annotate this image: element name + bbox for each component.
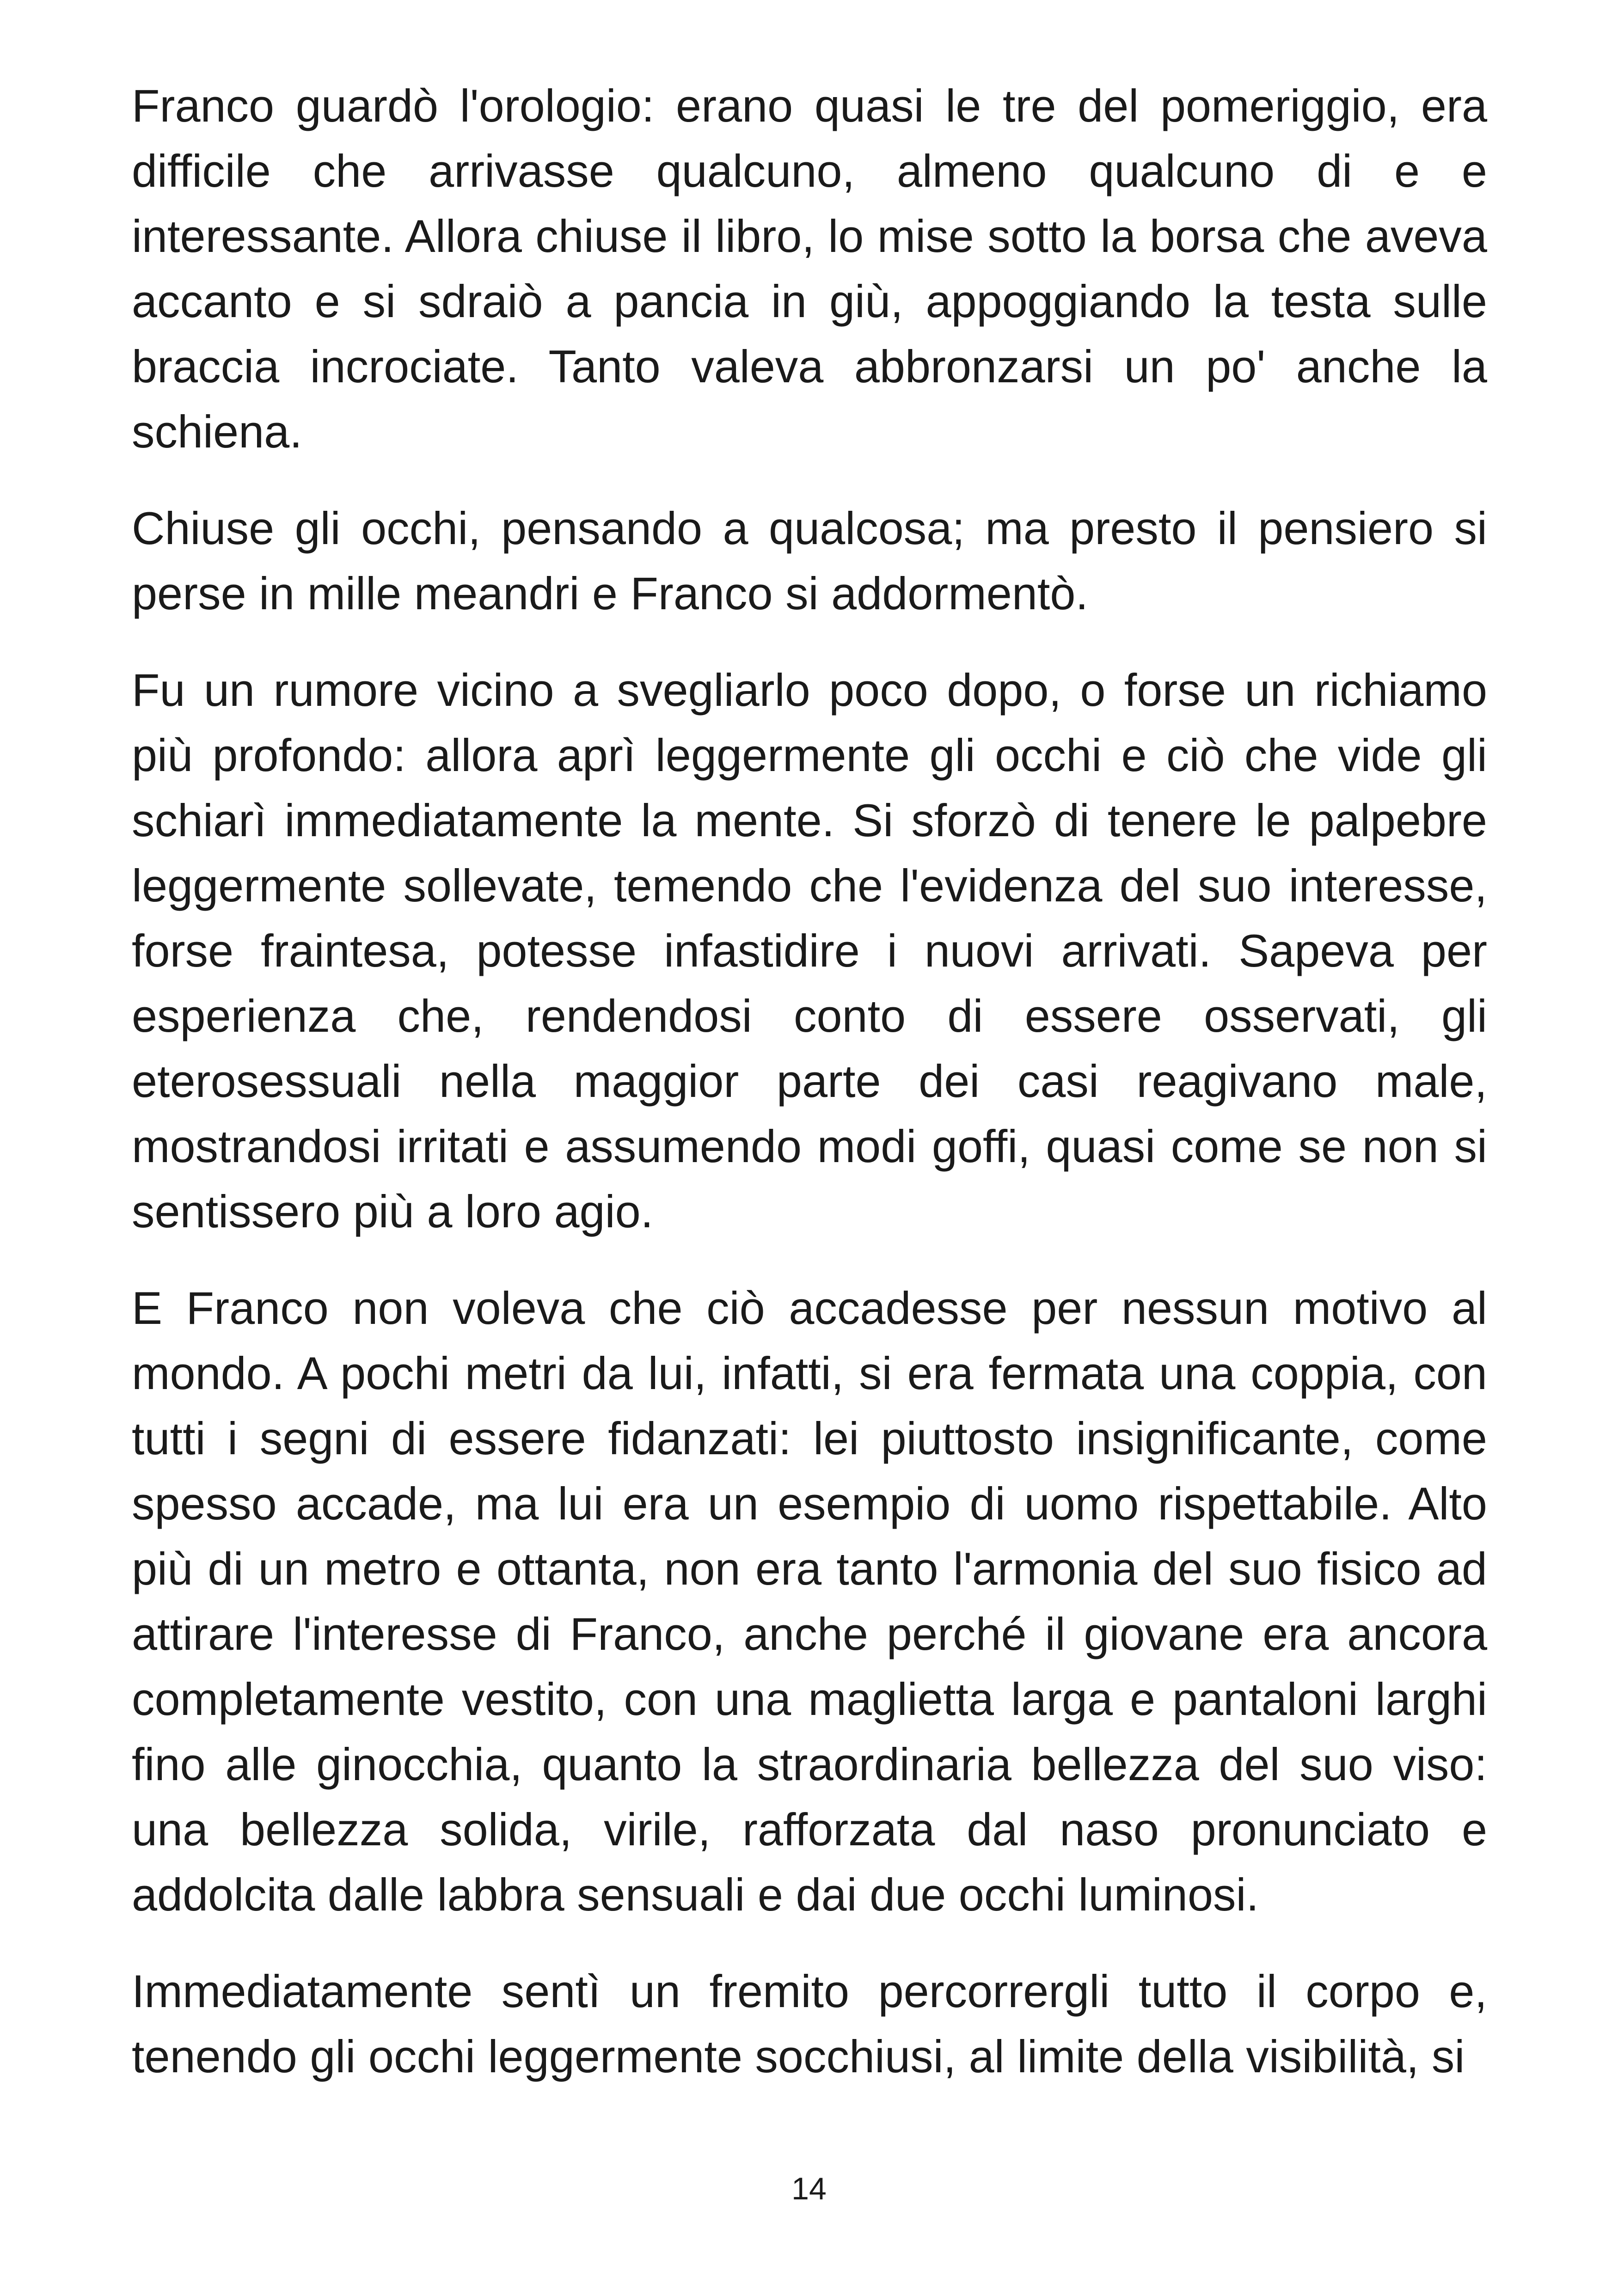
paragraph-4: E Franco non voleva che ciò accadesse per nessun motivo al mondo. A pochi metri da lui, infatti, si era fermata una coppia, con tutti i segni di essere fidanzati: lei piuttosto insignificante, come spesso accade, ma lui era un esempio di uomo rispettabile. Alto più di un metro e ottanta, non era tanto l'armonia del suo fisico ad attirare l'interesse di Franco, anche perché il giovane era ancora completamente vestito, con una maglietta larga e pantaloni larghi fino alle ginocchia, quanto la straordinaria bellezza del suo viso: una bellezza solida, virile, rafforzata dal naso pronunciato e addolcita dalle labbra sensuali e dai due occhi luminosi.	[132, 1282, 1487, 1920]
paragraph-3: Fu un rumore vicino a svegliarlo poco dopo, o forse un richiamo più profondo: allora aprì leggermente gli occhi e ciò che vide gli schiarì immediatamente la mente. Si sforzò di tenere le palpebre leggermente sollevate, temendo che l'evidenza del suo interesse, forse fraintesa, potesse infastidire i nuovi arrivati. Sapeva per esperienza che, rendendosi conto di essere osservati, gli eterosessuali nella maggior parte dei casi reagivano male, mostrandosi irritati e assumendo modi goffi, quasi come se non si sentissero più a loro agio.	[132, 664, 1487, 1237]
paragraph-1: Franco guardò l'orologio: erano quasi le tre del pomeriggio, era difficile che arrivasse qualcuno, almeno qualcuno di e e interessante. Allora chiuse il libro, lo mise sotto la borsa che aveva accanto e si sdraiò a pancia in giù, appoggiando la testa sulle braccia incrociate. Tanto valeva abbronzarsi un po' anche la schiena.	[132, 80, 1487, 457]
page-number: 14	[791, 2171, 827, 2206]
paragraph-5: Immediatamente sentì un fremito percorrergli tutto il corpo e, tenendo gli occhi leggermente socchiusi, al limite della visibilità, si	[132, 1965, 1487, 2082]
body-text	[132, 73, 1487, 2120]
paragraph-2: Chiuse gli occhi, pensando a qualcosa; ma presto il pensiero si perse in mille meandri e Franco si addormentò.	[132, 502, 1487, 619]
